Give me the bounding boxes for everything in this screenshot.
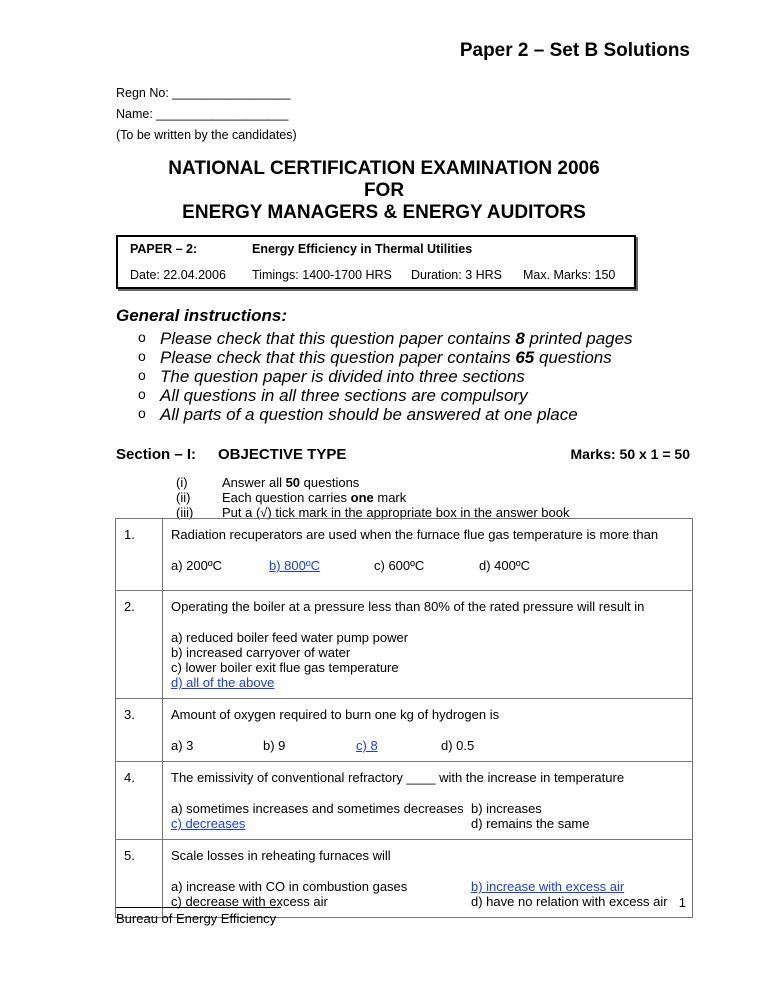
instruction-text: Please check that this question paper contains 65 questions [160, 348, 612, 367]
section-type: OBJECTIVE TYPE [218, 446, 347, 463]
title-line: FOR [363, 180, 405, 201]
paper-label: PAPER – 2: [130, 242, 198, 256]
rule-text: Put a (√) tick mark in the appropriate box in the answer book [222, 505, 570, 520]
option-answer: b) 800ºC [269, 558, 320, 573]
questions-table [115, 518, 693, 918]
question-row [116, 699, 693, 762]
option: d) 400ºC [479, 558, 530, 573]
title-line: ENERGY MANAGERS & ENERGY AUDITORS [182, 202, 586, 223]
option: d) have no relation with excess air [471, 894, 668, 909]
candidate-note: (To be written by the candidates) [116, 128, 297, 142]
question-number: 1. [116, 519, 163, 591]
option-answer: d) all of the above [171, 675, 275, 690]
question-text: The emissivity of conventional refractory ____ with the increase in temperature [171, 770, 625, 785]
option: a) increase with CO in combustion gases [171, 879, 408, 894]
name-field: Name: ___________________ [116, 107, 289, 121]
instruction-item [138, 386, 528, 406]
option: b) increases [471, 801, 542, 816]
question-text: Operating the boiler at a pressure less than 80% of the rated pressure will result in [171, 599, 645, 614]
instruction-item [138, 367, 525, 387]
question-row [116, 591, 693, 699]
question-text: Radiation recuperators are used when the furnace flue gas temperature is more than [171, 527, 659, 542]
option: c) lower boiler exit flue gas temperature [171, 660, 399, 675]
option: d) remains the same [471, 816, 590, 831]
paper-subject: Energy Efficiency in Thermal Utilities [252, 242, 473, 256]
regn-field: Regn No: _________________ [116, 86, 291, 100]
option: c) 600ºC [374, 558, 425, 573]
option: d) 0.5 [441, 738, 475, 753]
bullet-icon: o [138, 386, 146, 402]
page-header: Paper 2 – Set B Solutions [459, 40, 690, 61]
bullet-icon: o [138, 405, 146, 421]
question-number: 3. [116, 699, 163, 762]
footer-text: Bureau of Energy Efficiency [116, 907, 281, 926]
rule-text: Each question carries one mark [222, 490, 407, 505]
option: a) reduced boiler feed water pump power [171, 630, 409, 645]
section-rule [176, 490, 406, 505]
question-text: Scale losses in reheating furnaces will [171, 848, 391, 863]
instruction-text: The question paper is divided into three sections [160, 367, 525, 386]
paper-date: Date: 22.04.2006 [130, 268, 226, 282]
bullet-icon: o [138, 329, 146, 345]
bullet-icon: o [138, 367, 146, 383]
question-row [116, 519, 693, 591]
option-answer: b) increase with excess air [471, 879, 625, 894]
instruction-text: All questions in all three sections are compulsory [160, 386, 528, 405]
general-instructions-heading: General instructions: [116, 306, 287, 325]
option: a) 3 [171, 738, 194, 753]
instruction-text: Please check that this question paper contains 8 printed pages [160, 329, 633, 348]
bullet-icon: o [138, 348, 146, 364]
option: b) increased carryover of water [171, 645, 351, 660]
rule-number: (i) [176, 475, 188, 490]
instruction-item [138, 348, 612, 368]
instruction-item [138, 329, 633, 349]
instruction-text: All parts of a question should be answered at one place [160, 405, 578, 424]
paper-marks: Max. Marks: 150 [523, 268, 616, 282]
question-number: 4. [116, 762, 163, 840]
option: a) sometimes increases and sometimes decreases [171, 801, 464, 816]
rule-number: (iii) [176, 505, 194, 520]
rule-text: Answer all 50 questions [222, 475, 360, 490]
rule-number: (ii) [176, 490, 191, 505]
question-text: Amount of oxygen required to burn one kg of hydrogen is [171, 707, 500, 722]
page-number: 1 [678, 895, 686, 910]
instruction-item [138, 405, 578, 425]
question-row [116, 840, 693, 918]
paper-duration: Duration: 3 HRS [411, 268, 503, 282]
exam-title [0, 158, 768, 224]
paper-timings: Timings: 1400-1700 HRS [252, 268, 392, 282]
question-number: 2. [116, 591, 163, 699]
title-line: NATIONAL CERTIFICATION EXAMINATION 2006 [168, 158, 600, 179]
option-answer: c) decreases [171, 816, 246, 831]
option: b) 9 [263, 738, 286, 753]
option: c) decrease with excess air [171, 894, 328, 909]
section-label: Section – I: [116, 446, 197, 463]
question-number: 5. [116, 840, 163, 918]
option: a) 200ºC [171, 558, 222, 573]
paper-info-box [116, 235, 636, 289]
option-answer: c) 8 [356, 738, 378, 753]
question-row [116, 762, 693, 840]
section-marks: Marks: 50 x 1 = 50 [570, 446, 690, 462]
section-rule [176, 475, 359, 490]
